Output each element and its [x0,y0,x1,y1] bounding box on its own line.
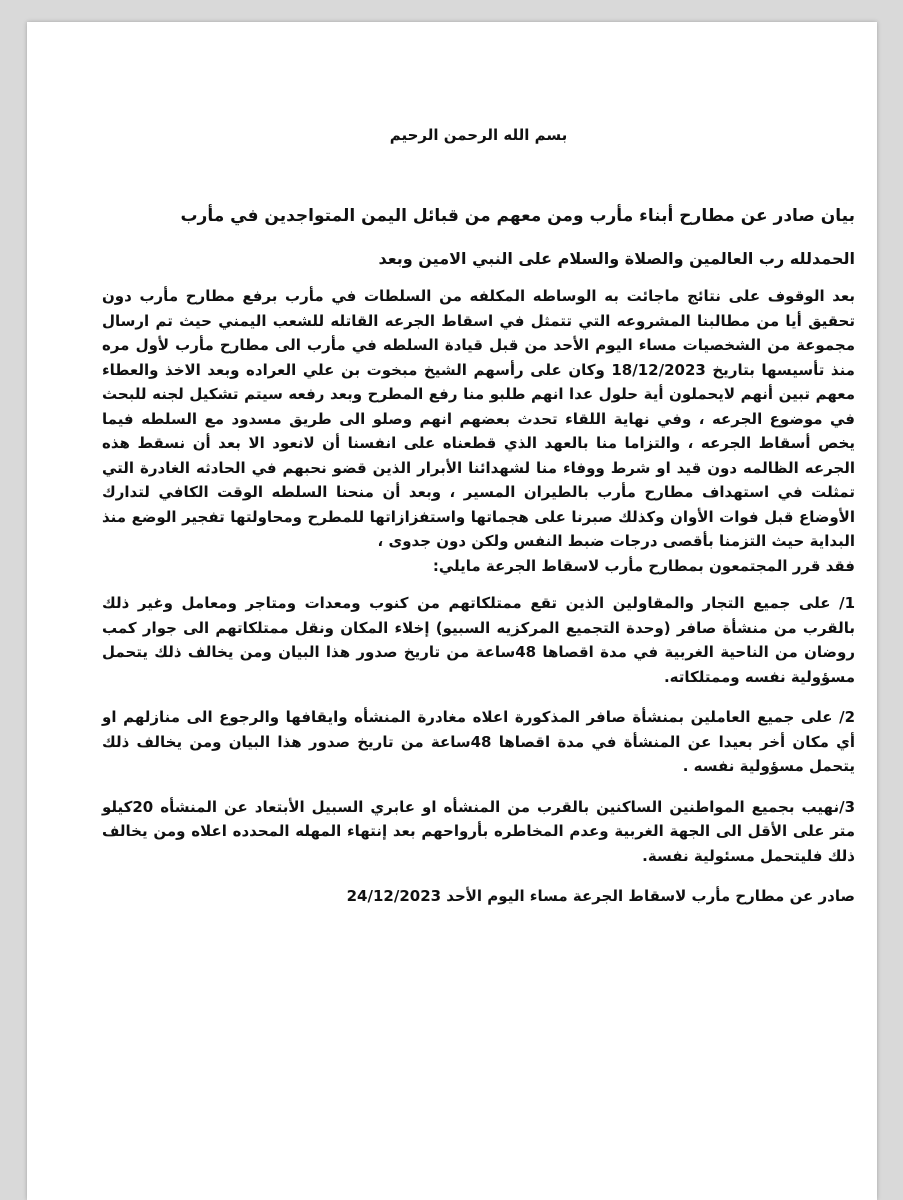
document-page [27,22,877,1200]
opening-greeting: الحمدلله رب العالمين والصلاة والسلام على النبي الامين وبعد [378,249,855,268]
decision-line: فقد قرر المجتمعون بمطارح مأرب لاسقاط الجرعة مايلي: [432,556,855,575]
intro-paragraph: بعد الوقوف على نتائج ماجائت به الوساطه المكلفه من السلطات في مأرب برفع مطارح مأرب دون تحقيق أيا من مطالبنا المشروعه التي تتمثل في اسقاط الجرعه القاتله للشعب اليمني حيث تم ارسال مجموعة من الشخصيات مساء اليوم الأحد من قبل قيادة السلطه في مأرب الى مطارح مأرب لأول مره منذ تأسيسها بتاريخ 18/12/2023 وكان على رأسهم الشيخ مبخوت بن علي العراده وبعد الاخذ والعطاء معهم تبين أنهم لايحملون أية حلول عدا انهم طلبو منا رفع المطرح وبعد رفعه سيتم تشكيل لجنه للبحث في موضوع الجرعه ، وفي نهاية اللقاء تحدث بعضهم انهم وصلو الى طريق مسدود مع السلطه فيما يخص أسقاط الجرعه ، والتزاما منا بالعهد الذي قطعناه على انفسنا أن لانعود الا بعد أن نسقط هذه الجرعه الظالمه دون قيد او شرط ووفاء منا لشهدائنا الأبرار الذين قضو نحبهم في الحادثه الغادرة التي تمثلت في استهداف مطارح مأرب بالطيران المسير ، وبعد أن منحنا السلطه الوقت الكافي لتدارك الأوضاع قبل فوات الأوان وكذلك صبرنا على هجماتها واستفزازاتها للمطرح ومحاولتها تفجير الوضع منذ البداية حيث التزمنا بأقصى درجات ضبط النفس ولكن دون جدوى ، [102,287,855,550]
statement-subject: بيان صادر عن مطارح أبناء مأرب ومن معهم من قبائل اليمن المتواجدين في مأرب [180,206,855,226]
decision-item-3: 3/نهيب بجميع المواطنين الساكنين بالقرب من المنشأه او عابري السبيل الأبتعاد عن المنشأه 20كيلو متر على الأقل الى الجهة الغربية وعدم المخاطره بأرواحهم بعد إنتهاء المهله المحدده اعلاه ومن يخالف ذلك فليتحمل مسئولية نفسة. [102,797,855,865]
signature-line: صادر عن مطارح مأرب لاسقاط الجرعة مساء اليوم الأحد 24/12/2023 [346,887,855,905]
statement-body [102,284,855,909]
decision-item-1: 1/ على جميع التجار والمقاولين الذين تقع ممتلكاتهم من كنوب ومعدات ومتاجر ومعامل وغير ذلك بالقرب من منشأة صافر (وحدة التجميع المركزيه السبيو) إخلاء المكان ونقل ممتلكاتهم الى جوار كمب روضان من الناحية الغربية في مدة اقصاها 48ساعة من تاريخ صدور هذا البيان ومن يخالف ذلك يتحمل مسؤولية نفسه وممتلكاته. [102,594,855,686]
decision-item-2: 2/ على جميع العاملين بمنشأة صافر المذكورة اعلاه مغادرة المنشأه وايقافها والرجوع الى منازلهم او أي مكان أخر بعيدا عن المنشأة في مدة اقصاها 48ساعة من تاريخ صدور هذا البيان ومن يخالف ذلك يتحمل مسؤولية نفسه . [102,708,855,775]
basmala-heading: بسم الله الرحمن الرحيم [389,126,568,144]
